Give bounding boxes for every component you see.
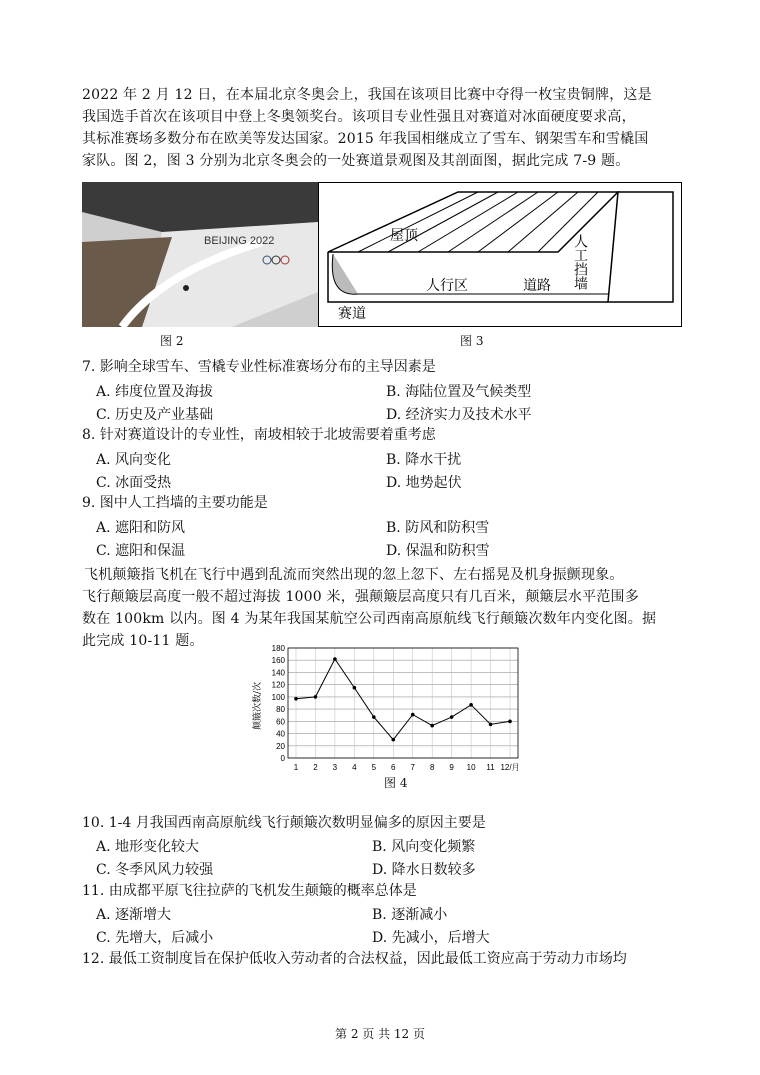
chart-series-line <box>296 659 510 740</box>
fig3-label-track: 赛道 <box>338 306 366 322</box>
chart-x-tick-label: 4 <box>352 763 357 772</box>
intro2-line-4: 此完成 10-11 题。 <box>82 633 204 649</box>
question-8-option-a[interactable]: A. 风向变化 <box>96 452 172 468</box>
chart-x-tick-label: 2 <box>313 763 318 772</box>
question-7-option-b[interactable]: B. 海陆位置及气候类型 <box>386 384 532 400</box>
intro-line-4: 家队。图 2，图 3 分别为北京冬奥会的一处赛道景观图及其剖面图，据此完成 7-9 题。 <box>82 153 630 169</box>
question-8-option-c[interactable]: C. 冰面受热 <box>96 475 172 491</box>
chart-y-tick-label: 100 <box>271 692 285 702</box>
figure-4-chart <box>246 640 536 790</box>
chart-y-axis-label: 颠簸次数/次 <box>253 681 263 731</box>
question-10-option-b[interactable]: B. 风向变化频繁 <box>372 839 476 855</box>
question-12-stem: 12. 最低工资制度旨在保护低收入劳动者的合法权益，因此最低工资应高于劳动力市场均 <box>82 951 627 967</box>
question-9-option-b[interactable]: B. 防风和防积雪 <box>386 520 490 536</box>
chart-y-tick-label: 120 <box>271 680 285 690</box>
intro2-line-3: 数在 100km 以内。图 4 为某年我国某航空公司西南高原航线飞行颠簸次数年内变化图。据 <box>82 611 657 627</box>
figure-3-diagram <box>318 182 682 327</box>
question-10-option-c[interactable]: C. 冬季风风力较强 <box>96 862 214 878</box>
intro-line-1: 2022 年 2 月 12 日，在本届北京冬奥会上，我国在该项目比赛中夺得一枚宝贵铜牌，这是 <box>82 87 652 103</box>
question-7-option-a[interactable]: A. 纬度位置及海拔 <box>96 384 214 400</box>
question-11-stem: 11. 由成都平原飞往拉萨的飞机发生颠簸的概率总体是 <box>82 883 417 899</box>
chart-point <box>489 723 493 727</box>
chart-x-tick-label: 5 <box>371 763 377 772</box>
question-11-option-d[interactable]: D. 先减小，后增大 <box>372 930 490 946</box>
chart-point <box>314 695 318 699</box>
fig3-label-roof: 屋顶 <box>390 228 418 244</box>
question-10-option-a[interactable]: A. 地形变化较大 <box>96 839 200 855</box>
question-9-option-c[interactable]: C. 遮阳和保温 <box>96 543 186 559</box>
question-7-option-c[interactable]: C. 历史及产业基础 <box>96 407 214 423</box>
question-9-option-d[interactable]: D. 保温和防积雪 <box>386 543 490 559</box>
question-9-stem: 9. 图中人工挡墙的主要功能是 <box>82 495 268 511</box>
fig2-logo: BEIJING 2022 <box>204 235 275 247</box>
chart-x-tick-label: 6 <box>391 763 396 772</box>
chart-x-tick-label: 9 <box>449 763 454 772</box>
chart-y-tick-label: 140 <box>271 668 285 678</box>
chart-point <box>353 686 357 690</box>
page-footer: 第 2 页 共 12 页 <box>335 1027 425 1041</box>
chart-y-tick-label: 160 <box>271 656 285 666</box>
question-10-stem: 10. 1-4 月我国西南高原航线飞行颠簸次数明显偏多的原因主要是 <box>82 815 486 831</box>
chart-x-tick-label: 10 <box>466 763 476 772</box>
chart-y-tick-label: 80 <box>276 705 285 715</box>
chart-point <box>391 738 395 742</box>
intro2-line-2: 飞行颠簸层高度一般不超过海拔 1000 米，强颠簸层高度只有几百米，颠簸层水平范围多 <box>82 589 639 605</box>
chart-x-tick-label: 8 <box>429 763 435 772</box>
question-7-stem: 7. 影响全球雪车、雪橇专业性标准赛场分布的主导因素是 <box>82 359 436 375</box>
question-7-option-d[interactable]: D. 经济实力及技术水平 <box>386 407 532 423</box>
figure-3-caption: 图 3 <box>460 334 484 348</box>
chart-point <box>294 697 298 701</box>
intro2-line-1: 飞机颠簸指飞机在飞行中遇到乱流而突然出现的忽上忽下、左右摇晃及机身振颤现象。 <box>84 567 624 583</box>
chart-point <box>450 715 454 719</box>
chart-y-tick-label: 180 <box>271 644 285 653</box>
question-8-stem: 8. 针对赛道设计的专业性，南坡相较于北坡需要着重考虑 <box>82 427 436 443</box>
question-11-option-a[interactable]: A. 逐渐增大 <box>96 907 172 923</box>
figure-2-photo <box>82 182 318 327</box>
chart-y-tick-label: 20 <box>276 741 285 751</box>
chart-point <box>508 720 512 724</box>
chart-point <box>372 715 376 719</box>
chart-x-tick-label: 7 <box>410 763 415 772</box>
question-11-option-b[interactable]: B. 逐渐减小 <box>372 907 448 923</box>
turbulence-line-chart <box>246 640 536 790</box>
chart-x-tick-label: 12/月 <box>500 763 520 772</box>
chart-x-tick-label: 3 <box>332 763 338 772</box>
chart-point <box>333 657 337 661</box>
intro-line-3: 其标准赛场多数分布在欧美等发达国家。2015 年我国相继成立了雪车、钢架雪车和雪橇国 <box>82 131 649 147</box>
chart-y-tick-label: 60 <box>276 717 285 727</box>
chart-y-tick-label: 40 <box>276 729 285 739</box>
figure-2-caption: 图 2 <box>160 334 184 348</box>
chart-x-tick-label: 1 <box>293 763 299 772</box>
fig3-label-walkway: 人行区 <box>426 278 468 294</box>
question-10-option-d[interactable]: D. 降水日数较多 <box>372 862 476 878</box>
chart-point <box>411 713 415 717</box>
chart-x-tick-label: 11 <box>486 763 495 772</box>
question-8-option-d[interactable]: D. 地势起伏 <box>386 475 462 491</box>
question-11-option-c[interactable]: C. 先增大，后减小 <box>96 930 214 946</box>
chart-frame <box>288 648 518 758</box>
chart-point <box>469 703 473 707</box>
question-9-option-a[interactable]: A. 遮阳和防风 <box>96 520 186 536</box>
chart-y-tick-label: 0 <box>280 754 285 763</box>
question-8-option-b[interactable]: B. 降水干扰 <box>386 452 462 468</box>
fig3-label-road: 道路 <box>523 278 551 294</box>
chart-point <box>430 724 434 728</box>
figure-4-caption: 图 4 <box>384 776 408 790</box>
intro-line-2: 我国选手首次在该项目中登上冬奥领奖台。该项目专业性强且对赛道对冰面硬度要求高， <box>82 109 636 125</box>
fig3-label-wall: 人工挡墙 <box>572 234 588 290</box>
